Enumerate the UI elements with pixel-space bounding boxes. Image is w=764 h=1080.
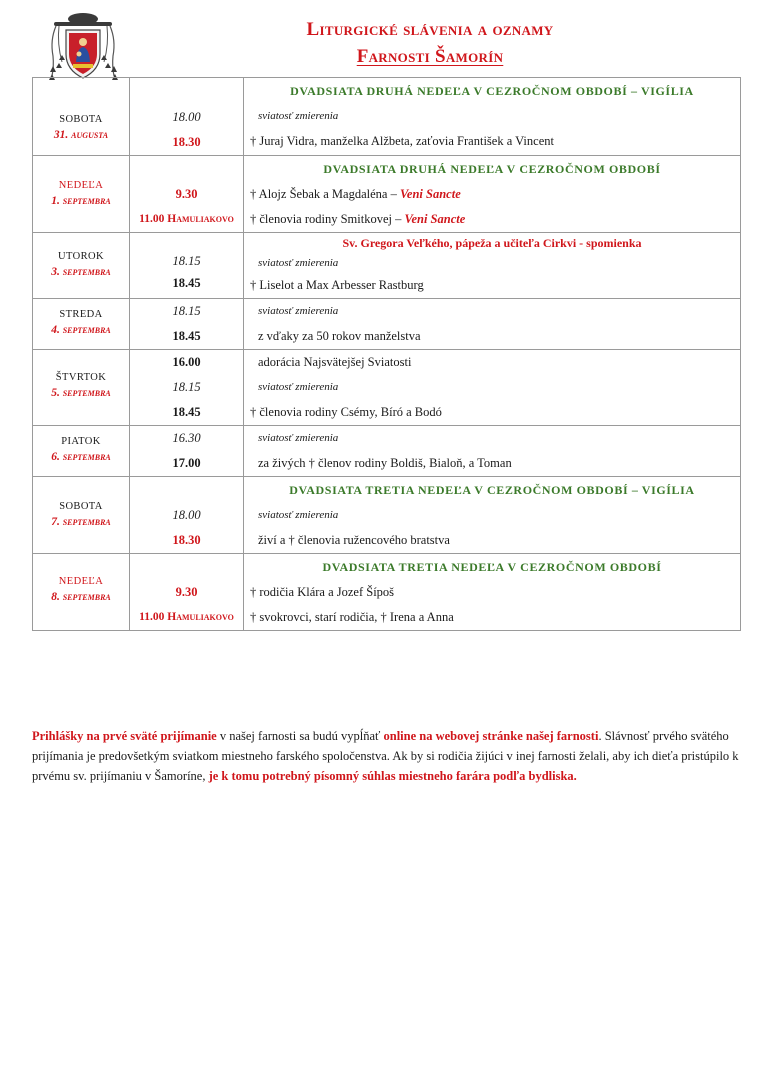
table-row	[33, 554, 741, 631]
table-row	[33, 477, 741, 554]
day-name: STREDA	[59, 309, 103, 320]
title-line-1: Liturgické slávenia a oznamy	[306, 19, 554, 40]
notice-highlight: Prihlášky na prvé sväté prijímanie	[32, 729, 217, 743]
desc-cell	[244, 477, 741, 554]
event-time: 11.00 Hamuliakovo	[139, 213, 234, 225]
time-cell	[130, 299, 244, 350]
day-name: NEDEĽA	[58, 576, 104, 587]
desc-cell	[244, 233, 741, 299]
day-name: SOBOTA	[59, 114, 103, 125]
event-desc: † Liselot a Max Arbesser Rastburg	[250, 278, 424, 292]
event-desc: † členovia rodiny Csémy, Bíró a Bodó	[250, 405, 442, 419]
liturgy-heading: DVADSIATA DRUHÁ NEDEĽA V CEZROČNOM OBDOBÍ	[323, 162, 661, 176]
event-desc: sviatosť zmierenia	[258, 381, 339, 393]
desc-cell	[244, 350, 741, 426]
event-desc: živí a † členovia ružencového bratstva	[258, 533, 450, 547]
liturgy-heading: Sv. Gregora Veľkého, pápeža a učiteľa Cirkvi - spomienka	[342, 236, 642, 250]
day-cell	[33, 299, 130, 350]
time-cell	[130, 554, 244, 631]
desc-cell	[244, 78, 741, 156]
event-desc: † svokrovci, starí rodičia, † Irena a Anna	[250, 610, 454, 624]
event-desc: sviatosť zmierenia	[258, 257, 339, 269]
day-date: 31. augusta	[53, 129, 109, 141]
event-time: 17.00	[172, 456, 201, 470]
table-row	[33, 156, 741, 233]
notice-highlight: online na webovej stránke našej farnosti	[383, 729, 599, 743]
event-time: 16.00	[172, 355, 201, 369]
table-row	[33, 426, 741, 477]
time-cell	[130, 233, 244, 299]
table-row	[33, 233, 741, 299]
liturgy-heading: DVADSIATA TRETIA NEDEĽA V CEZROČNOM OBDOBÍ – VIGÍLIA	[289, 483, 695, 497]
event-time: 9.30	[175, 585, 198, 599]
time-cell	[130, 477, 244, 554]
day-date: 6. septembra	[51, 451, 111, 463]
event-desc: sviatosť zmierenia	[258, 509, 339, 521]
day-cell	[33, 233, 130, 299]
time-cell	[130, 78, 244, 156]
day-date: 3. septembra	[51, 266, 111, 278]
title-line-2: Farnosti Šamorín	[356, 46, 504, 67]
day-date: 1. septembra	[51, 195, 111, 207]
event-time: 18.00	[172, 110, 201, 124]
table-row	[33, 78, 741, 156]
event-time: 18.30	[172, 135, 201, 149]
first-communion-notice	[32, 726, 740, 786]
day-cell	[33, 426, 130, 477]
day-name: UTOROK	[58, 251, 104, 262]
event-desc: adorácia Najsvätejšej Sviatosti	[258, 355, 412, 369]
event-desc: sviatosť zmierenia	[258, 110, 339, 122]
event-desc: † Juraj Vidra, manželka Alžbeta, zaťovia František a Vincent	[250, 134, 554, 148]
notice-highlight: je k tomu potrebný písomný súhlas miestneho farára podľa bydliska.	[208, 769, 577, 783]
desc-cell	[244, 156, 741, 233]
event-desc: † Alojz Šebak a Magdaléna – Veni Sancte	[250, 187, 461, 201]
schedule-table	[32, 77, 741, 631]
event-time: 18.00	[172, 508, 201, 522]
day-name: ŠTVRTOK	[55, 372, 107, 383]
event-time: 18.30	[172, 533, 201, 547]
day-name: NEDEĽA	[58, 180, 104, 191]
event-time: 16.30	[172, 431, 201, 445]
day-cell	[33, 350, 130, 426]
day-name: PIATOK	[61, 436, 101, 447]
event-time: 18.15	[172, 380, 201, 394]
event-desc: sviatosť zmierenia	[258, 432, 339, 444]
event-time: 18.45	[172, 405, 201, 419]
desc-cell	[244, 299, 741, 350]
event-time: 18.45	[172, 329, 201, 343]
notice-text: v našej farnosti sa budú vypĺňať	[216, 729, 384, 743]
desc-cell	[244, 426, 741, 477]
table-row	[33, 350, 741, 426]
day-cell	[33, 78, 130, 156]
day-date: 7. septembra	[51, 516, 111, 528]
event-desc: † rodičia Klára a Jozef Šípoš	[250, 585, 395, 599]
event-desc: † členovia rodiny Smitkovej – Veni Sancte	[250, 212, 466, 226]
event-time: 11.00 Hamuliakovo	[139, 611, 234, 623]
liturgy-heading: DVADSIATA TRETIA NEDEĽA V CEZROČNOM OBDOBÍ	[322, 560, 662, 574]
event-time: 18.15	[172, 254, 201, 268]
parish-coat-of-arms-icon	[44, 10, 122, 84]
event-time: 18.15	[172, 304, 201, 318]
event-desc: za živých † členov rodiny Boldiš, Bialoň, a Toman	[258, 456, 512, 470]
event-time: 18.45	[172, 276, 201, 290]
day-date: 5. septembra	[51, 387, 111, 399]
day-name: SOBOTA	[59, 501, 103, 512]
day-cell	[33, 156, 130, 233]
time-cell	[130, 426, 244, 477]
time-cell	[130, 350, 244, 426]
liturgy-heading: DVADSIATA DRUHÁ NEDEĽA V CEZROČNOM OBDOBÍ – VIGÍLIA	[290, 84, 694, 98]
page-title	[130, 18, 730, 70]
desc-cell	[244, 554, 741, 631]
day-cell	[33, 477, 130, 554]
day-date: 8. septembra	[51, 591, 111, 603]
table-row	[33, 299, 741, 350]
event-desc: z vďaky za 50 rokov manželstva	[258, 329, 421, 343]
day-cell	[33, 554, 130, 631]
time-cell	[130, 156, 244, 233]
day-date: 4. septembra	[51, 324, 111, 336]
notice-text: . Slávnosť prvého svätého prijímania je predovšetkým sviatkom miestneho farského spoločenstva. Ak by si rodičia žijúci v inej farnosti želali, aby ich dieťa pristúpilo k prvému sv. prijímaniu v Šamoríne,	[32, 729, 739, 783]
event-time: 9.30	[175, 187, 198, 201]
event-desc: sviatosť zmierenia	[258, 305, 339, 317]
